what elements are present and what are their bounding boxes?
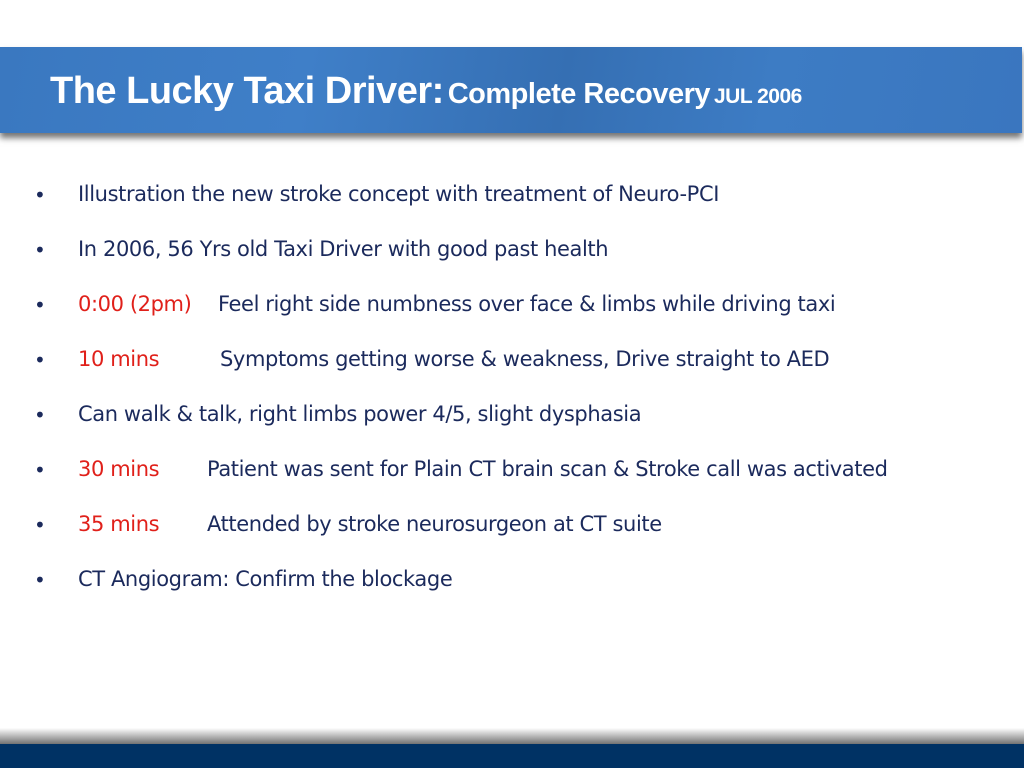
slide-title: [50, 70, 802, 113]
bullet-time: 30 mins: [78, 457, 160, 481]
bullet-icon: •: [34, 568, 46, 592]
title-sub: Complete Recovery: [447, 78, 711, 110]
bullet-text: Can walk & talk, right limbs power 4/5, slight dysphasia: [78, 402, 642, 426]
title-main: The Lucky Taxi Driver:: [50, 70, 444, 112]
footer-shadow: [0, 728, 1024, 744]
bullet-icon: •: [34, 183, 46, 207]
bullet-icon: •: [34, 348, 46, 372]
bullet-time: 10 mins: [78, 347, 160, 371]
bullet-text: CT Angiogram: Confirm the blockage: [78, 567, 453, 591]
title-date: JUL 2006: [713, 85, 802, 108]
bullet-icon: •: [34, 458, 46, 482]
footer-bar: [0, 744, 1024, 768]
bullet-text: Symptoms getting worse & weakness, Drive straight to AED: [220, 347, 830, 371]
bullet-text: Illustration the new stroke concept with treatment of Neuro-PCI: [78, 182, 719, 206]
bullet-time: 35 mins: [78, 512, 160, 536]
bullet-icon: •: [34, 403, 46, 427]
bullet-text: Patient was sent for Plain CT brain scan & Stroke call was activated: [207, 457, 888, 481]
bullet-text: Feel right side numbness over face & limbs while driving taxi: [218, 292, 836, 316]
bullet-icon: •: [34, 513, 46, 537]
bullet-icon: •: [34, 238, 46, 262]
bullet-icon: •: [34, 293, 46, 317]
bullet-text: In 2006, 56 Yrs old Taxi Driver with good past health: [78, 237, 609, 261]
bullet-text: Attended by stroke neurosurgeon at CT suite: [207, 512, 662, 536]
bullet-time: 0:00 (2pm): [78, 292, 192, 316]
